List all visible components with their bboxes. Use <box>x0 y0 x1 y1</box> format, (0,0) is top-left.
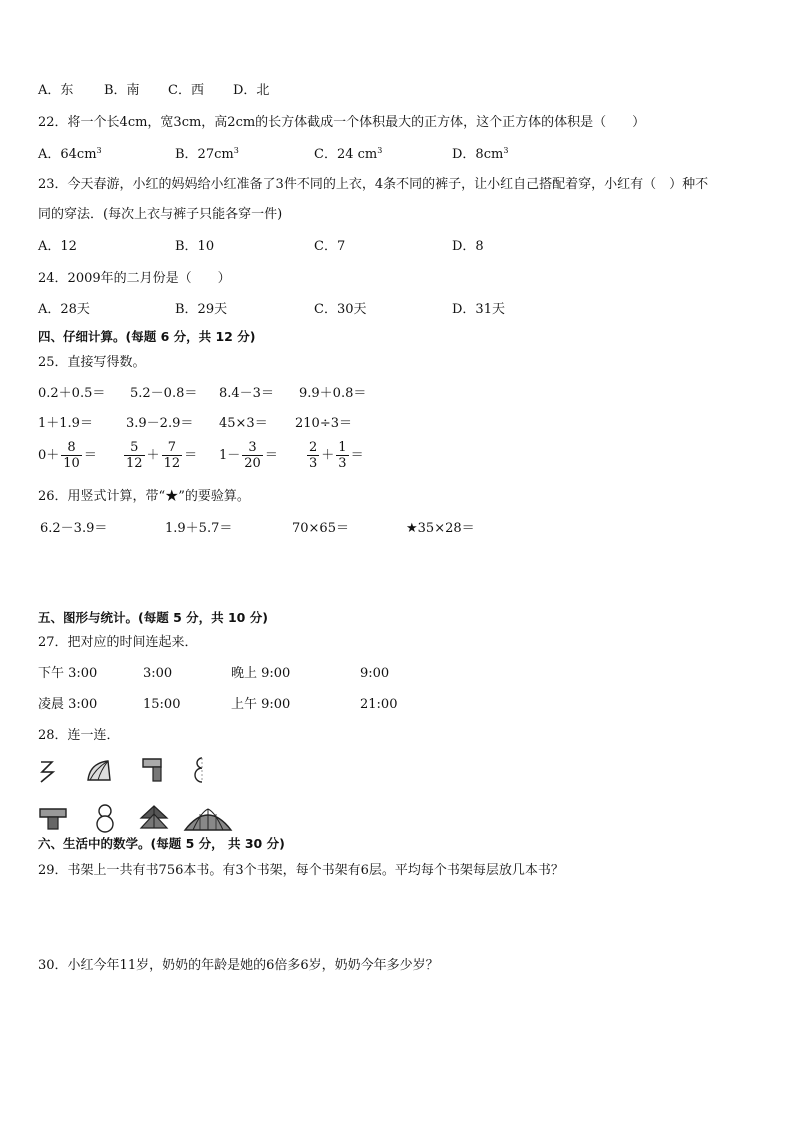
half-umbrella-icon <box>86 758 112 782</box>
q25-stem: 25．直接写得数。 <box>38 355 146 370</box>
q25-r2-c4: 210÷3＝ <box>295 416 352 431</box>
half-mushroom-icon <box>141 757 163 783</box>
q27-r1-c1: 下午 3:00 <box>38 666 98 681</box>
q22-stem: 22．将一个长4cm，宽3cm，高2cm的长方体截成一个体积最大的正方体，这个正方体的体积是（ ） <box>38 115 646 130</box>
section-5-heading: 五、图形与统计。(每题 5 分，共 10 分) <box>38 610 268 625</box>
q24-option-c: C．30天 <box>314 302 367 317</box>
q27-r2-c1: 凌晨 3:00 <box>38 697 98 712</box>
q25-r3-c1: 0＋ $\frac{8}{10}$ ＝ <box>38 440 97 471</box>
tree-icon <box>139 804 169 832</box>
q25-r3-c3: 1－ $\frac{3}{20}$ ＝ <box>219 440 278 471</box>
q22-option-c: C．24 $cm^3$ <box>314 146 383 162</box>
q27-r2-c3: 上午 9:00 <box>231 697 291 712</box>
q23-stem-line2: 同的穿法．(每次上衣与裤子只能各穿一件) <box>38 207 283 222</box>
q29-stem: 29．书架上一共有书756本书。有3个书架，每个书架有6层。平均每个书架每层放几本书？ <box>38 863 564 878</box>
q27-r2-c2: 15:00 <box>143 697 181 712</box>
q30-stem: 30．小红今年11岁，奶奶的年龄是她的6倍多6岁，奶奶今年多少岁？ <box>38 958 439 973</box>
q25-r2-c1: 1＋1.9＝ <box>38 416 93 431</box>
q25-r1-c1: 0.2＋0.5＝ <box>38 386 106 401</box>
q26-item-2: 1.9＋5.7＝ <box>165 521 233 536</box>
q22-option-a: A．$64cm^3$ <box>38 146 102 162</box>
q27-stem: 27．把对应的时间连起来． <box>38 635 198 650</box>
section-4-heading: 四、仔细计算。(每题 6 分，共 12 分) <box>38 329 256 344</box>
q25-r2-c3: 45×3＝ <box>219 416 268 431</box>
q25-r1-c3: 8.4－3＝ <box>219 386 274 401</box>
q27-r1-c3: 晚上 9:00 <box>231 666 291 681</box>
q23-option-d: D．8 <box>452 239 484 254</box>
q23-option-b: B．10 <box>175 239 215 254</box>
q21-option-a: A．东 <box>38 83 74 98</box>
q26-item-1: 6.2－3.9＝ <box>40 521 108 536</box>
q25-r1-c2: 5.2－0.8＝ <box>130 386 198 401</box>
q24-stem: 24．2009年的二月份是（ ） <box>38 271 231 286</box>
mushroom-icon <box>38 805 68 831</box>
half-snowman-icon <box>193 756 211 784</box>
q27-r2-c4: 21:00 <box>360 697 398 712</box>
q21-option-c: C．西 <box>168 83 204 98</box>
umbrella-icon <box>183 806 233 834</box>
q28-stem: 28．连一连． <box>38 728 120 743</box>
q21-option-b: B．南 <box>104 83 140 98</box>
q25-r3-c4: $\frac{2}{3}$ ＋ $\frac{1}{3}$ ＝ <box>309 440 364 471</box>
q24-option-a: A．28天 <box>38 302 90 317</box>
q25-r2-c2: 3.9－2.9＝ <box>126 416 194 431</box>
q27-r1-c4: 9:00 <box>360 666 390 681</box>
q22-option-d: D．$8cm^3$ <box>452 146 509 162</box>
q27-r1-c2: 3:00 <box>143 666 173 681</box>
q24-option-d: D．31天 <box>452 302 505 317</box>
q21-option-d: D．北 <box>233 83 270 98</box>
q23-option-a: A．12 <box>38 239 77 254</box>
section-6-heading: 六、生活中的数学。(每题 5 分， 共 30 分) <box>38 836 285 851</box>
q26-item-3: 70×65＝ <box>292 521 349 536</box>
snowman-icon <box>94 803 116 833</box>
q25-r1-c4: 9.9＋0.8＝ <box>299 386 367 401</box>
tangram-half-icon <box>38 760 58 784</box>
q23-stem-line1: 23．今天春游，小红的妈妈给小红准备了3件不同的上衣，4条不同的裤子，让小红自己搭配着穿，小红有（ ）种不 <box>38 177 709 192</box>
q26-stem: 26．用竖式计算，带“★”的要验算。 <box>38 489 250 504</box>
q26-item-4: ★35×28＝ <box>406 521 475 536</box>
q24-option-b: B．29天 <box>175 302 228 317</box>
q22-option-b: B．$27cm^3$ <box>175 146 239 162</box>
q23-option-c: C．7 <box>314 239 346 254</box>
q25-r3-c2: $\frac{5}{12}$ ＋ $\frac{7}{12}$ ＝ <box>126 440 198 471</box>
